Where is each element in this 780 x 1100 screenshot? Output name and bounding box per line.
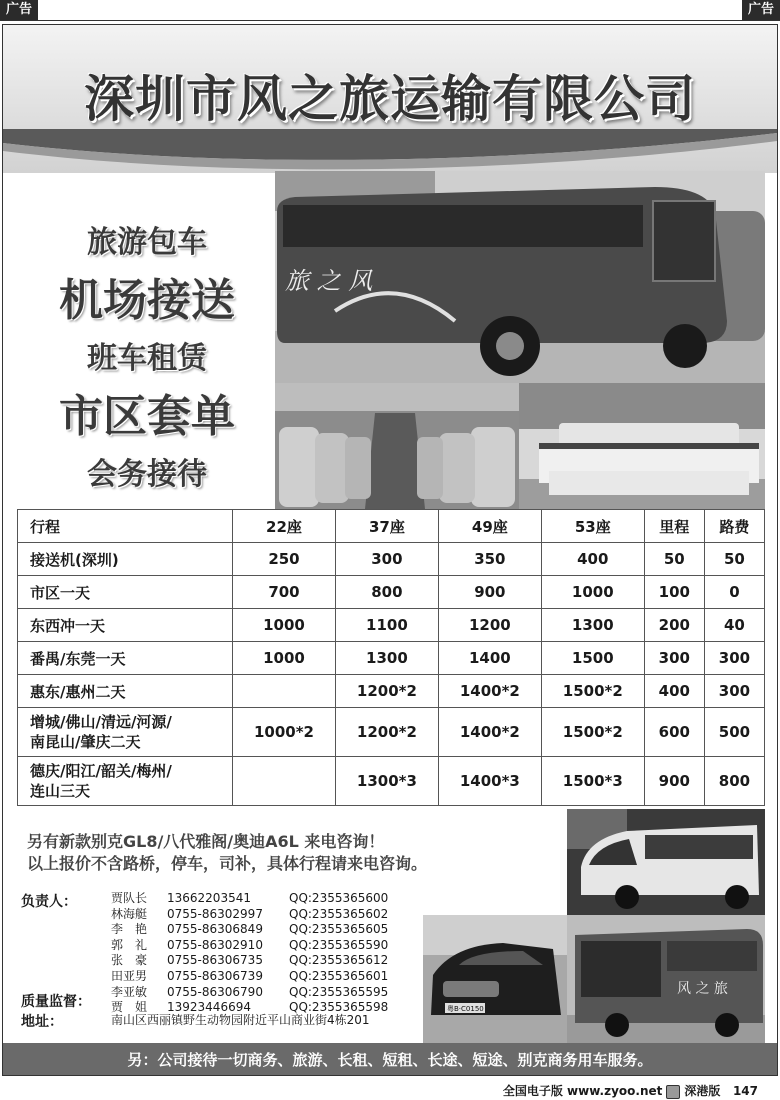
- route-cell: 惠东/惠州二天: [18, 675, 233, 708]
- price-cell: 300: [335, 543, 438, 576]
- column-header: 里程: [644, 510, 704, 543]
- price-cell: 1200*2: [335, 675, 438, 708]
- price-cell: [233, 675, 336, 708]
- contact-name: 张 豪: [111, 953, 148, 968]
- contact-qq: QQ:2355365595: [289, 984, 389, 999]
- table-row: [18, 642, 765, 675]
- quality-label: 质量监督：: [21, 994, 91, 1010]
- service-item: 机场接送: [59, 275, 235, 326]
- small-coach-photo: [567, 915, 765, 1043]
- note-line-2: 以上报价不含路桥，停车，司补，具体行程请来电咨询。: [27, 854, 428, 873]
- contact-qq: QQ:2355365600: [289, 891, 389, 905]
- price-cell: 900: [438, 576, 541, 609]
- table-row: [18, 576, 765, 609]
- route-cell: 市区一天: [18, 576, 233, 609]
- contact-name: 贾 姐: [111, 1000, 148, 1015]
- contact-phone: 0755-86306849: [167, 922, 263, 937]
- contact-phone: 13923446694: [167, 1000, 251, 1015]
- contact-qq: QQ:2355365605: [289, 922, 389, 937]
- contact-qq: QQ:2355365590: [289, 937, 389, 952]
- price-cell: 800: [335, 576, 438, 609]
- contact-row: [111, 891, 388, 907]
- price-cell: 1500*2: [541, 675, 644, 708]
- price-cell: 600: [644, 708, 704, 757]
- price-cell: [233, 757, 336, 806]
- contact-name: 贾队长: [111, 891, 148, 905]
- contact-list: [111, 891, 388, 1016]
- plate-text: 粤B·C0150: [447, 1005, 484, 1013]
- address-label: 地址：: [21, 1014, 63, 1030]
- price-cell: 300: [644, 642, 704, 675]
- site-link[interactable]: 全国电子版 www.zyoo.net: [502, 1084, 663, 1098]
- contact-name: 郭 礼: [111, 937, 148, 952]
- price-cell: 1200*2: [335, 708, 438, 757]
- services-list: [17, 215, 277, 503]
- price-cell: 1300*3: [335, 757, 438, 806]
- price-cell: 400: [644, 675, 704, 708]
- price-cell: 1100: [335, 609, 438, 642]
- price-cell: 1400: [438, 642, 541, 675]
- column-header: 行程: [18, 510, 233, 543]
- price-cell: 40: [704, 609, 764, 642]
- contact-name: 李 艳: [111, 922, 148, 937]
- note-line-1: 另有新款别克GL8/八代雅阁/奥迪A6L 来电咨询！: [27, 832, 385, 851]
- price-cell: 1300: [541, 609, 644, 642]
- edition-logo-icon: [666, 1085, 680, 1099]
- service-item: 会务接待: [87, 457, 207, 492]
- table-row: [18, 708, 765, 757]
- contact-row: [111, 907, 388, 923]
- contact-phone: 0755-86302910: [167, 937, 263, 952]
- contact-row: [111, 969, 388, 985]
- page-footer: [503, 1082, 758, 1099]
- contact-row: [111, 922, 388, 938]
- price-cell: 1200: [438, 609, 541, 642]
- contact-row: [111, 938, 388, 954]
- contact-phone: 0755-86306735: [167, 953, 263, 968]
- price-cell: 1000: [233, 642, 336, 675]
- contact-phone: 0755-86306739: [167, 968, 263, 983]
- price-cell: 1000*2: [233, 708, 336, 757]
- column-header: 22座: [233, 510, 336, 543]
- price-cell: 50: [704, 543, 764, 576]
- route-cell: 番禺/东莞一天: [18, 642, 233, 675]
- advert-frame: [2, 24, 778, 1076]
- table-row: [18, 675, 765, 708]
- price-cell: 800: [704, 757, 764, 806]
- route-cell: 增城/佛山/清远/河源/ 南昆山/肇庆二天: [18, 708, 233, 757]
- manager-label: 负责人：: [21, 894, 77, 910]
- price-cell: 50: [644, 543, 704, 576]
- edition-label: 深港版: [684, 1084, 721, 1098]
- price-cell: 1300: [335, 642, 438, 675]
- price-cell: 700: [233, 576, 336, 609]
- price-cell: 1500*2: [541, 708, 644, 757]
- ad-tag-right: 广告: [742, 0, 780, 20]
- price-cell: 100: [644, 576, 704, 609]
- top-rule: [0, 20, 780, 21]
- ad-tag-left: 广告: [0, 0, 38, 20]
- contact-row: [111, 985, 388, 1001]
- price-cell: 1400*2: [438, 675, 541, 708]
- price-cell: 400: [541, 543, 644, 576]
- contact-qq: QQ:2355365612: [289, 953, 389, 968]
- contact-name: 林海艇: [111, 906, 148, 921]
- contact-row: [111, 953, 388, 969]
- column-header: 49座: [438, 510, 541, 543]
- address-text: 南山区西丽镇野生动物园附近平山商业街4栋201: [111, 1013, 370, 1027]
- contact-qq: QQ:2355365598: [289, 1000, 389, 1015]
- contact-phone: 13662203541: [167, 891, 251, 905]
- table-row: [18, 609, 765, 642]
- column-header: 路费: [704, 510, 764, 543]
- service-item: 班车租赁: [87, 341, 207, 376]
- price-cell: 500: [704, 708, 764, 757]
- price-cell: 900: [644, 757, 704, 806]
- price-table: [17, 509, 765, 806]
- price-cell: 300: [704, 675, 764, 708]
- table-row: [18, 543, 765, 576]
- route-cell: 接送机(深圳): [18, 543, 233, 576]
- column-header: 37座: [335, 510, 438, 543]
- bus-interior-photo: [275, 383, 519, 509]
- services-footer-banner: 另：公司接待一切商务、旅游、长租、短租、长途、短途、别克商务用车服务。: [3, 1043, 777, 1076]
- contact-phone: 0755-86306790: [167, 984, 263, 999]
- price-cell: 1500*3: [541, 757, 644, 806]
- route-cell: 德庆/阳江/韶关/梅州/ 连山三天: [18, 757, 233, 806]
- contact-phone: 0755-86302997: [167, 906, 263, 921]
- minivan-photo: [567, 809, 765, 915]
- price-cell: 1000: [541, 576, 644, 609]
- contact-name: 田亚男: [111, 968, 148, 983]
- contact-name: 李亚敏: [111, 984, 148, 999]
- contact-qq: QQ:2355365601: [289, 968, 389, 983]
- price-cell: 1000: [233, 609, 336, 642]
- route-cell: 东西冲一天: [18, 609, 233, 642]
- price-cell: 1400*3: [438, 757, 541, 806]
- price-cell: 200: [644, 609, 704, 642]
- service-item: 旅游包车: [87, 225, 207, 260]
- price-cell: 350: [438, 543, 541, 576]
- column-header: 53座: [541, 510, 644, 543]
- price-cell: 1500: [541, 642, 644, 675]
- staff-group-photo: [519, 383, 765, 509]
- sedan-photo: [423, 915, 567, 1043]
- price-cell: 1400*2: [438, 708, 541, 757]
- table-header-row: [18, 510, 765, 543]
- price-cell: 250: [233, 543, 336, 576]
- table-row: [18, 757, 765, 806]
- company-title: 深圳市风之旅运输有限公司: [84, 70, 696, 128]
- service-item: 市区套单: [59, 391, 235, 442]
- van-livery-text: 风 之 旅: [677, 981, 728, 997]
- page-number: 147: [732, 1084, 758, 1098]
- contact-qq: QQ:2355365602: [289, 906, 389, 921]
- coach-bus-photo: [275, 171, 765, 383]
- price-cell: 300: [704, 642, 764, 675]
- price-cell: 0: [704, 576, 764, 609]
- bus-livery-text: 旅 之 风: [285, 267, 373, 295]
